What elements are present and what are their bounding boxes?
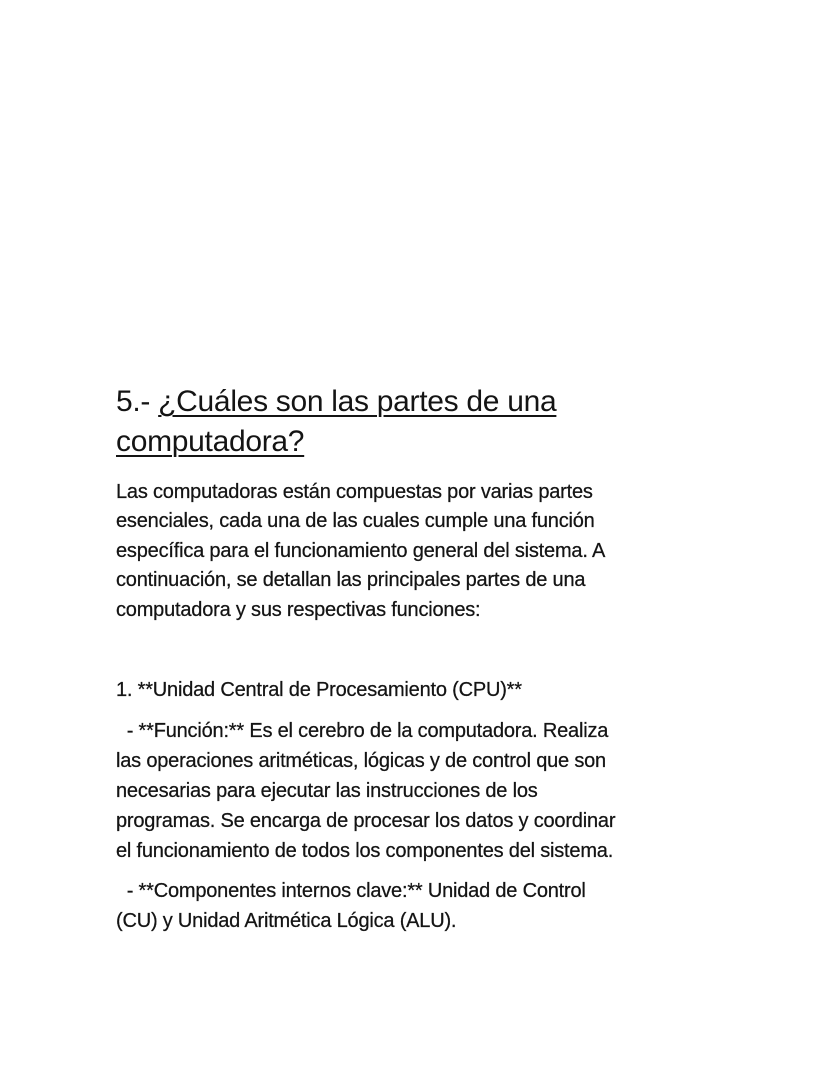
text-line: necesarias para ejecutar las instrucciones de los xyxy=(116,780,538,802)
text-line: (CU) y Unidad Aritmética Lógica (ALU). xyxy=(116,910,457,932)
text-line: - **Componentes internos clave:** Unidad de Control xyxy=(116,880,586,902)
text-line: continuación, se detallan las principales partes de una xyxy=(116,569,586,591)
list-item-title: 1. **Unidad Central de Procesamiento (CPU)** xyxy=(116,679,522,701)
text-line: programas. Se encarga de procesar los datos y coordinar xyxy=(116,810,616,832)
text-line: las operaciones aritméticas, lógicas y de control que son xyxy=(116,750,606,772)
heading-number: 5.- xyxy=(116,385,159,418)
text-line: el funcionamiento de todos los componentes del sistema. xyxy=(116,840,614,862)
text-line: esenciales, cada una de las cuales cumple una función xyxy=(116,510,595,532)
heading-line-2 xyxy=(116,422,304,462)
text-line: específica para el funcionamiento general del sistema. A xyxy=(116,540,606,562)
text-line: Las computadoras están compuestas por varias partes xyxy=(116,481,593,503)
text-line: computadora y sus respectivas funciones: xyxy=(116,599,481,621)
heading-line-1 xyxy=(116,382,556,422)
text-line: - **Función:** Es el cerebro de la computadora. Realiza xyxy=(116,720,609,742)
heading-text: computadora? xyxy=(116,425,305,458)
heading-text: ¿Cuáles son las partes de una xyxy=(158,385,557,418)
